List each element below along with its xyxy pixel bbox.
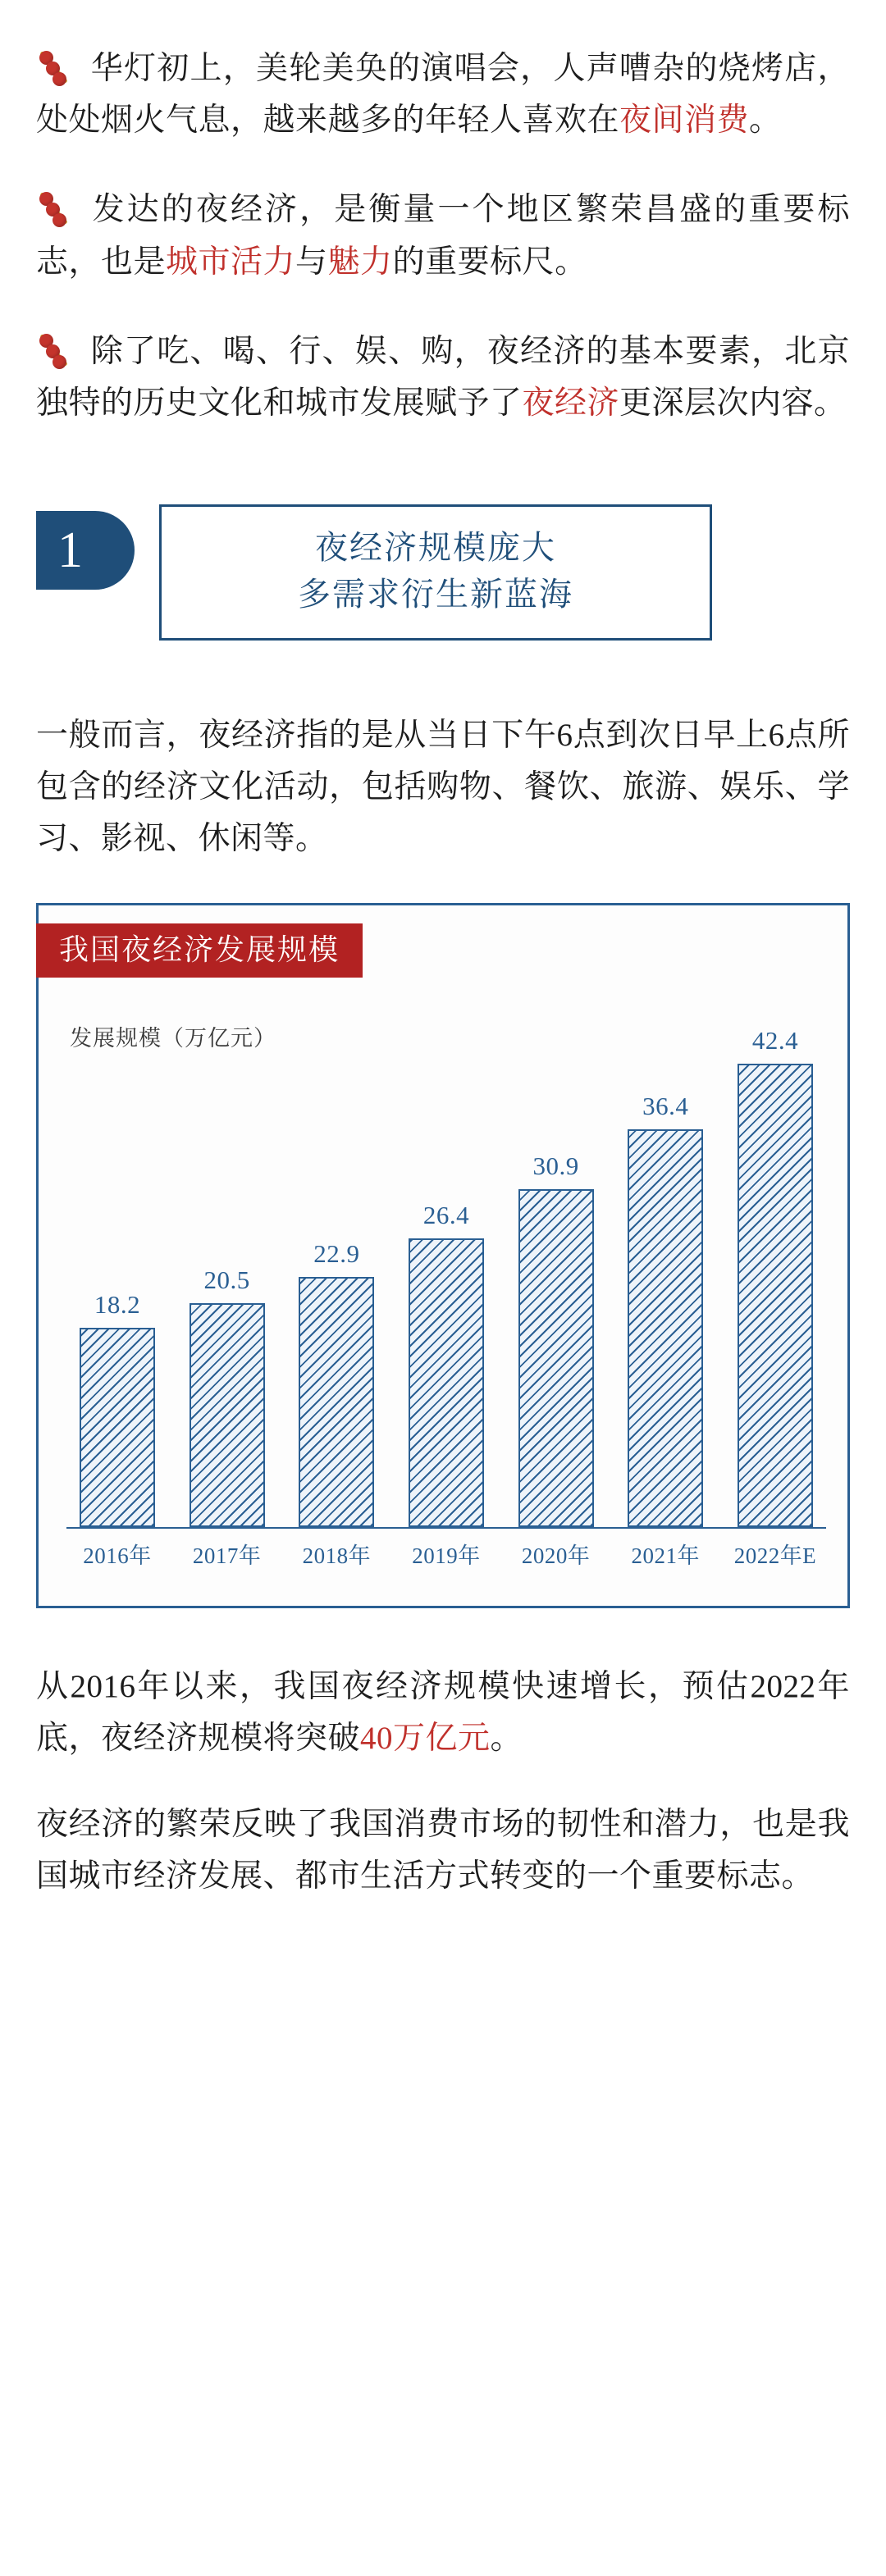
body-paragraph-3: 夜经济的繁荣反映了我国消费市场的韧性和潜力，也是我国城市经济发展、都市生活方式转变的一个重要标志。: [36, 1806, 850, 1894]
chart-bar: [409, 1238, 484, 1527]
chart-x-tick-label: 2019年: [412, 1543, 481, 1568]
chart-bar: [518, 1189, 594, 1527]
chart-bar-column: [183, 1002, 272, 1527]
intro-paragraph-1-text: [36, 43, 850, 146]
text-run: 发达的夜经济，是衡量一个地区繁荣昌盛的重要标志，也是: [36, 192, 850, 280]
chart-bar-column: [731, 1002, 820, 1527]
chart-bar: [190, 1303, 265, 1527]
intro-paragraph-2: [36, 184, 850, 287]
chart-bar: [299, 1277, 374, 1527]
section-heading: [36, 504, 850, 652]
highlight-run: 城市活力: [166, 244, 296, 280]
intro-paragraph-1: [36, 43, 850, 146]
chart-bar-column: [73, 1002, 162, 1527]
chart-plot-area: [66, 1002, 826, 1527]
chart-bar-column: [402, 1002, 491, 1527]
tail-section: [36, 1661, 850, 2003]
intro-section: [36, 0, 850, 429]
text-run: 的重要标尺。: [392, 244, 587, 280]
chart-bar-value-label: 36.4: [642, 1091, 689, 1120]
intro-paragraph-2-text: [36, 184, 850, 287]
chart-x-tick-label: 2016年: [83, 1543, 152, 1568]
chart-y-axis-label: 发展规模（万亿元）: [70, 1025, 276, 1051]
chart-bar-value-label: 26.4: [422, 1200, 470, 1229]
chart-bar-value-label: 18.2: [94, 1289, 141, 1319]
chart-x-tick-label: 2017年: [192, 1543, 262, 1568]
section-title-line-1: 夜经济规模庞大: [315, 529, 556, 567]
chart-bar: [628, 1129, 703, 1527]
chart-x-tick-labels: [66, 1538, 826, 1570]
chart-x-tick-label: 2021年: [631, 1543, 701, 1568]
body-paragraph-2: [36, 1661, 850, 1764]
chart-bar-value-label: 30.9: [532, 1151, 579, 1180]
chart-bar: [738, 1064, 813, 1527]
chart-x-tick-label: 2020年: [521, 1543, 591, 1568]
chart-bars: [66, 1002, 826, 1527]
section-number: 1: [57, 522, 83, 579]
highlight-run: 40万亿元: [360, 1720, 491, 1756]
text-run: 从2016年以来，我国夜经济规模快速增长，预估2022年底，夜经济规模将突破: [36, 1668, 850, 1756]
intro-paragraph-3: [36, 326, 850, 429]
section-title-line-2: 多需求衍生新蓝海: [298, 575, 573, 613]
intro-paragraph-3-text: [36, 326, 850, 429]
section-number-badge: [36, 511, 135, 590]
highlight-run: 魅力: [327, 244, 393, 280]
chart-bar-value-label: 20.5: [203, 1265, 250, 1294]
night-economy-scale-chart: [36, 903, 850, 1608]
text-run: 。: [749, 103, 782, 139]
text-run: 。: [490, 1720, 523, 1756]
chart-bar-value-label: 22.9: [313, 1238, 360, 1268]
chart-x-tick-label: 2018年: [302, 1543, 372, 1568]
text-run: 华灯初上，美轮美奂的演唱会，人声嘈杂的烧烤店，处处烟火气息，越来越多的年轻人喜欢在: [36, 51, 850, 139]
section-title-box: [159, 504, 712, 641]
text-run: 更深层次内容。: [619, 385, 847, 421]
body-paragraph-1: 一般而言，夜经济指的是从当日下午6点到次日早上6点所包含的经济文化活动，包括购物、餐饮、旅游、娱乐、学习、影视、休闲等。: [36, 718, 850, 857]
chart-bar: [80, 1328, 155, 1527]
text-run: 与: [295, 244, 328, 280]
chart-x-axis: [66, 1527, 826, 1529]
highlight-run: 夜间消费: [619, 103, 750, 139]
chart-bar-column: [512, 1002, 601, 1527]
highlight-run: 夜经济: [522, 385, 620, 421]
chart-bar-value-label: 42.4: [751, 1025, 799, 1055]
chart-bar-column: [621, 1002, 710, 1527]
chart-bar-column: [292, 1002, 381, 1527]
text-run: 除了吃、喝、行、娱、购，夜经济的基本要素，北京独特的历史文化和城市发展赋予了: [36, 333, 850, 421]
chart-x-tick-label: 2022年E: [733, 1543, 817, 1568]
chart-title: 我国夜经济发展规模: [36, 923, 363, 978]
